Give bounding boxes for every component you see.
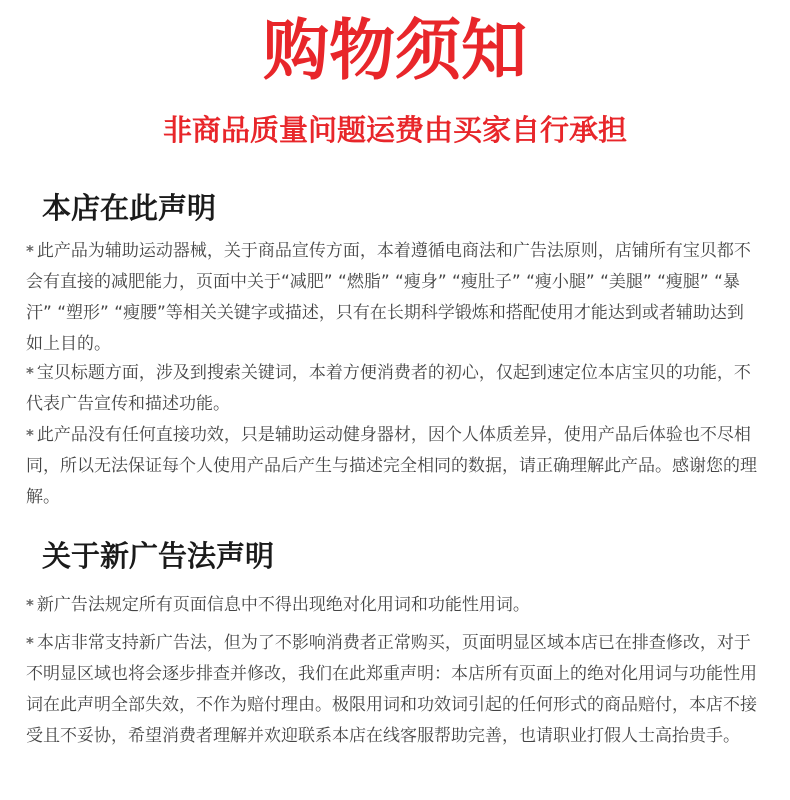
bullet-star-icon: * xyxy=(26,596,34,614)
statement-text: 此产品没有任何直接功效，只是辅助运动健身器材，因个人体质差异，使用产品后体验也不尽相同，所以无法保证每个人使用产品后产生与描述完全相同的数据，请正确理解此产品。感谢您的理解。 xyxy=(26,425,757,507)
statement-paragraph xyxy=(26,236,760,360)
bullet-star-icon: * xyxy=(26,634,34,652)
statement-paragraph xyxy=(26,590,760,621)
bullet-star-icon: * xyxy=(26,242,34,260)
statement-paragraph xyxy=(26,420,760,513)
bullet-star-icon: * xyxy=(26,364,34,382)
section-heading-ad-law-statement: 关于新广告法声明 xyxy=(42,539,275,573)
page-subtitle: 非商品质量问题运费由买家自行承担 xyxy=(162,113,627,147)
statement-text: 本店非常支持新广告法，但为了不影响消费者正常购买，页面明显区域本店已在排查修改，对于不明显区域也将会逐步排查并修改，我们在此郑重声明：本店所有页面上的绝对化用词与功能性用词在此声明全部失效，不作为赔付理由。极限用词和功效词引起的任何形式的商品赔付，本店不接受且不妥协，希望消费者理解并欢迎联系本店在线客服帮助完善，也请职业打假人士高抬贵手。 xyxy=(26,633,757,746)
statement-paragraph xyxy=(26,358,760,420)
statement-text: 宝贝标题方面，涉及到搜索关键词，本着方便消费者的初心，仅起到速定位本店宝贝的功能，不代表广告宣传和描述功能。 xyxy=(26,363,751,414)
page-title: 购物须知 xyxy=(263,12,527,89)
bullet-star-icon: * xyxy=(26,426,34,444)
statement-text: 新广告法规定所有页面信息中不得出现绝对化用词和功能性用词。 xyxy=(36,595,530,615)
statement-text: 此产品为辅助运动器械，关于商品宣传方面，本着遵循电商法和广告法原则，店铺所有宝贝都不会有直接的减肥能力，页面中关于“减肥” “燃脂” “瘦身” “瘦肚子” “瘦小腿” “美腿” “瘦腿” “暴汗” “塑形” “瘦腰”等相关关键字或描述，只有在长期科学锻炼和搭配使用才能达到或者辅助达到如上目的。 xyxy=(26,241,751,354)
section-heading-store-statement: 本店在此声明 xyxy=(42,191,217,225)
statement-paragraph xyxy=(26,628,760,752)
